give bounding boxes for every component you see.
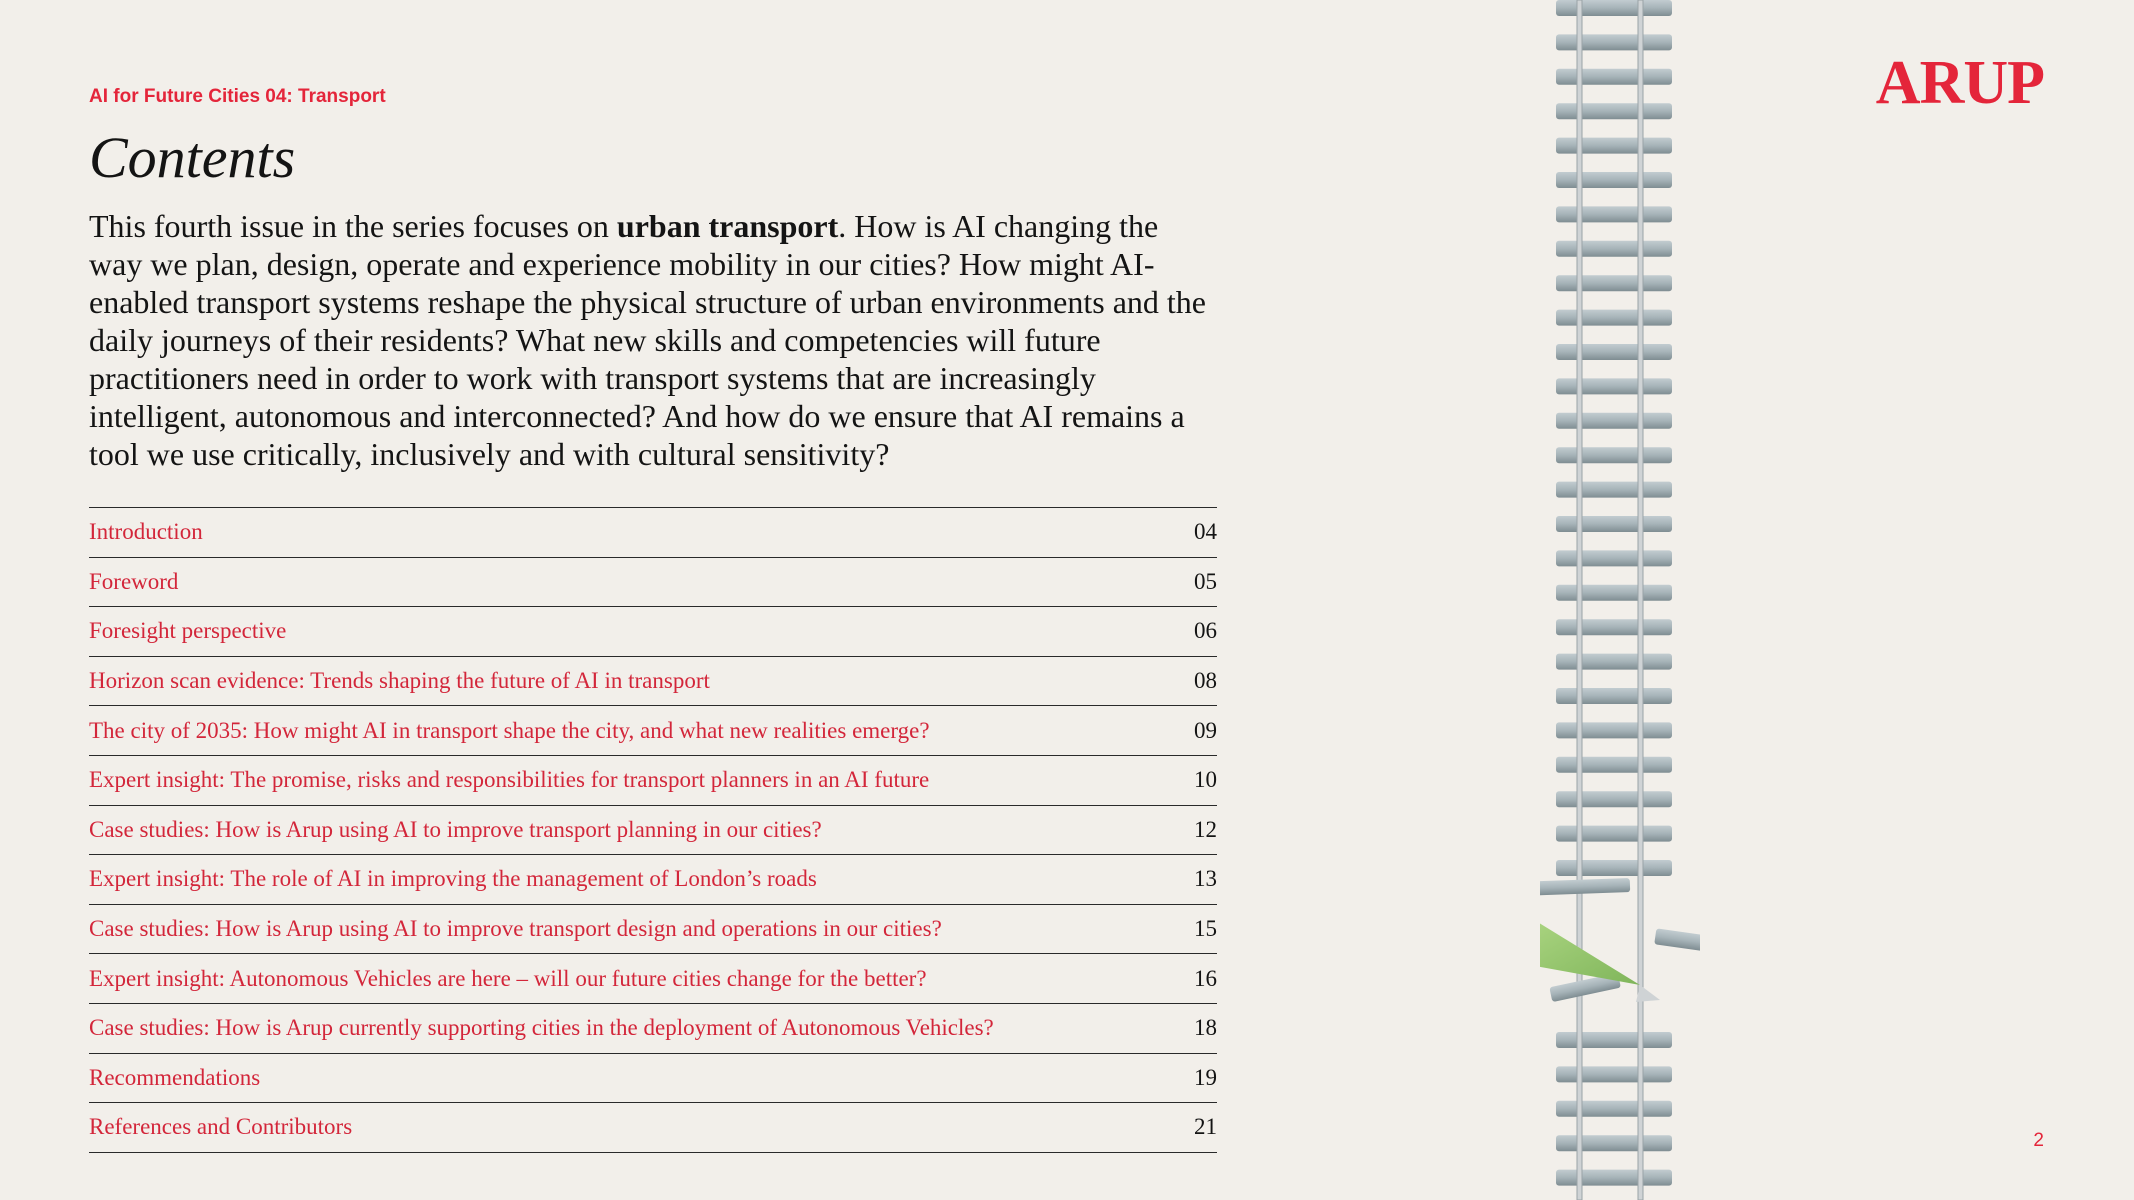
track-sleeper [1556,791,1672,807]
track-sleeper [1556,275,1672,291]
page-title: Contents [89,125,296,190]
track-sleeper [1556,138,1672,154]
track-sleeper [1556,1032,1672,1048]
track-sleeper [1556,1066,1672,1082]
intro-text-rest: . How is AI changing the way we plan, design, operate and experience mobility in our cities? How might AI-enabled transport systems reshape the physical structure of urban environments and the daily journeys of their residents? What new skills and competencies will future practitioners need in order to work with transport systems that are increasingly intelligent, autonomous and interconnected? And how do we ensure that AI remains a tool we use critically, inclusively and with cultural sensitivity? [89,208,1206,472]
toc-entry[interactable] [89,607,1217,657]
track-sleeper [1556,206,1672,222]
toc-entry-page: 19 [1194,1064,1217,1090]
left-rail [1577,0,1582,1200]
track-sleeper [1556,1170,1672,1186]
toc-entry-label[interactable]: Recommendations [89,1064,261,1090]
track-sleeper [1556,172,1672,188]
toc-entry[interactable] [89,806,1217,856]
toc-entry-page: 21 [1194,1114,1217,1140]
toc-entry-page: 16 [1194,965,1217,991]
page-number: 2 [2033,1130,2044,1151]
right-rail [1638,0,1643,1200]
toc-entry[interactable] [89,1103,1217,1153]
toc-entry[interactable] [89,756,1217,806]
toc-entry-page: 04 [1194,519,1217,545]
track-sleeper [1556,550,1672,566]
track-sleeper [1556,447,1672,463]
track-sleeper [1556,516,1672,532]
toc-entry-page: 10 [1194,767,1217,793]
track-sleeper [1556,585,1672,601]
toc-entry-page: 13 [1194,866,1217,892]
toc-entry[interactable] [89,508,1217,558]
toc-entry-label[interactable]: Expert insight: The role of AI in improving the management of London’s roads [89,866,817,892]
track-sleeper [1556,654,1672,670]
track-sleeper [1556,310,1672,326]
intro-text-start: This fourth issue in the series focuses on [89,208,617,244]
toc-entry[interactable] [89,706,1217,756]
toc-entry-label[interactable]: Horizon scan evidence: Trends shaping the future of AI in transport [89,668,710,694]
track-sleeper [1556,757,1672,773]
toc-entry-page: 09 [1194,717,1217,743]
toc-entry-label[interactable]: References and Contributors [89,1114,353,1140]
toc-entry-label[interactable]: Case studies: How is Arup currently supporting cities in the deployment of Autonomous Vehicles? [89,1015,994,1041]
toc-entry-label[interactable]: Introduction [89,519,203,545]
track-sleeper [1556,1135,1672,1151]
toc-entry-page: 06 [1194,618,1217,644]
intro-paragraph [89,207,1219,473]
track-sleeper [1556,482,1672,498]
track-sleeper [1556,413,1672,429]
track-sleeper [1556,344,1672,360]
track-sleeper [1556,826,1672,842]
track-sleeper [1556,688,1672,704]
toc-entry-label[interactable]: Foreword [89,568,179,594]
railway-track-illustration [1540,0,1700,1200]
track-sleepers [1556,0,1672,1200]
toc-entry[interactable] [89,657,1217,707]
publication-eyebrow: AI for Future Cities 04: Transport [89,86,386,107]
toc-entry-label[interactable]: Case studies: How is Arup using AI to improve transport planning in our cities? [89,816,822,842]
arup-logo: ARUP [1875,49,2044,117]
toc-entry-label[interactable]: Case studies: How is Arup using AI to improve transport design and operations in our cities? [89,916,942,942]
track-sleeper [1556,103,1672,119]
table-of-contents [89,507,1217,1153]
track-sleeper [1556,0,1672,16]
track-sleeper [1556,241,1672,257]
toc-entry[interactable] [89,905,1217,955]
track-sleeper [1556,69,1672,85]
toc-entry-page: 12 [1194,816,1217,842]
toc-entry-page: 15 [1194,916,1217,942]
track-sleeper [1556,34,1672,50]
toc-entry[interactable] [89,855,1217,905]
toc-entry[interactable] [89,1004,1217,1054]
toc-entry-label[interactable]: Foresight perspective [89,618,287,644]
track-sleeper [1556,1101,1672,1117]
track-sleeper [1556,722,1672,738]
intro-bold-phrase: urban transport [616,208,839,244]
toc-entry-page: 05 [1194,568,1217,594]
toc-entry-label[interactable]: Expert insight: Autonomous Vehicles are here – will our future cities change for the better? [89,965,927,991]
track-sleeper [1556,378,1672,394]
toc-entry[interactable] [89,558,1217,608]
toc-entry[interactable] [89,1054,1217,1104]
track-sleeper [1556,860,1672,876]
toc-entry-label[interactable]: The city of 2035: How might AI in transport shape the city, and what new realities emerge? [89,717,930,743]
track-sleeper [1556,619,1672,635]
toc-entry-page: 08 [1194,668,1217,694]
toc-entry-page: 18 [1194,1015,1217,1041]
toc-entry-label[interactable]: Expert insight: The promise, risks and responsibilities for transport planners in an AI future [89,767,930,793]
toc-entry[interactable] [89,954,1217,1004]
